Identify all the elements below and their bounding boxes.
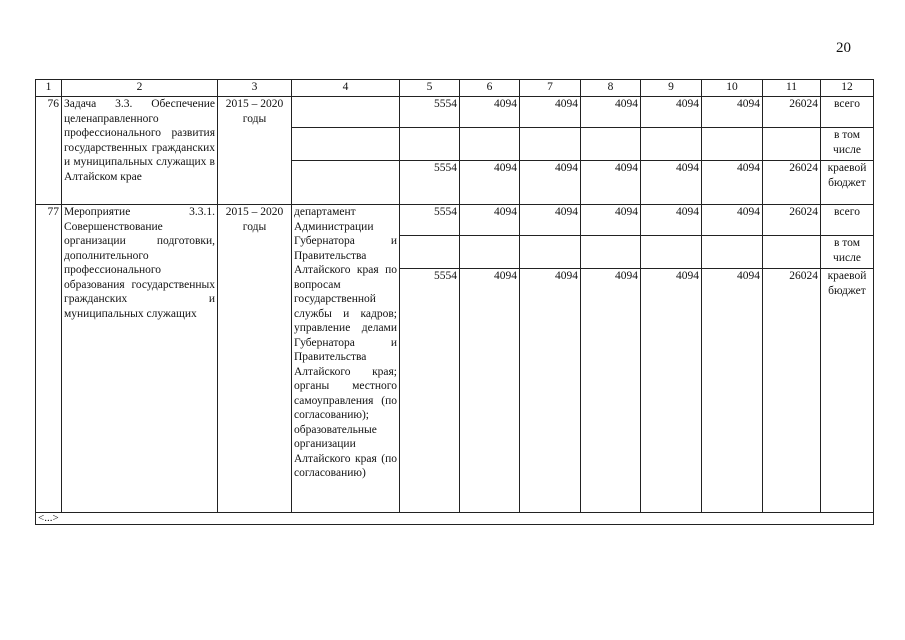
column-header: 3: [218, 80, 292, 97]
funding-source: в том числе: [821, 236, 874, 269]
value-cell: 4094: [581, 269, 641, 513]
column-header: 2: [62, 80, 218, 97]
column-header: 7: [520, 80, 581, 97]
column-header: 8: [581, 80, 641, 97]
value-cell: [641, 128, 702, 161]
value-cell: 4094: [581, 97, 641, 128]
column-header: 4: [292, 80, 400, 97]
value-cell: [400, 236, 460, 269]
total-cell: 26024: [763, 97, 821, 128]
value-cell: 4094: [702, 97, 763, 128]
row-executor: [292, 97, 400, 128]
value-cell: 4094: [520, 161, 581, 205]
funding-source: всего: [821, 205, 874, 236]
value-cell: 4094: [460, 205, 520, 236]
budget-table: [35, 79, 874, 525]
value-cell: [460, 236, 520, 269]
page-number: 20: [836, 40, 851, 56]
table-row: [36, 205, 874, 236]
row-period: 2015 – 2020 годы: [218, 97, 292, 205]
value-cell: 4094: [460, 161, 520, 205]
column-header: 5: [400, 80, 460, 97]
total-cell: 26024: [763, 205, 821, 236]
value-cell: 4094: [520, 269, 581, 513]
column-header: 10: [702, 80, 763, 97]
value-cell: [702, 236, 763, 269]
total-cell: 26024: [763, 161, 821, 205]
column-header: 1: [36, 80, 62, 97]
value-cell: 5554: [400, 161, 460, 205]
value-cell: [520, 236, 581, 269]
value-cell: 4094: [460, 269, 520, 513]
column-header: 6: [460, 80, 520, 97]
value-cell: 4094: [641, 269, 702, 513]
value-cell: [520, 128, 581, 161]
total-cell: [763, 128, 821, 161]
value-cell: 5554: [400, 205, 460, 236]
value-cell: 4094: [520, 97, 581, 128]
row-period: 2015 – 2020 годы: [218, 205, 292, 513]
column-header: 11: [763, 80, 821, 97]
value-cell: 4094: [460, 97, 520, 128]
empty-cell: [292, 128, 400, 161]
value-cell: 4094: [702, 205, 763, 236]
value-cell: 4094: [702, 161, 763, 205]
column-header: 9: [641, 80, 702, 97]
empty-cell: [292, 161, 400, 205]
header-row: [36, 80, 874, 97]
ellipsis-marker: <...>: [36, 513, 874, 525]
value-cell: 4094: [520, 205, 581, 236]
value-cell: 4094: [641, 97, 702, 128]
funding-source: всего: [821, 97, 874, 128]
total-cell: [763, 236, 821, 269]
value-cell: 4094: [581, 161, 641, 205]
value-cell: 4094: [641, 161, 702, 205]
value-cell: 4094: [702, 269, 763, 513]
value-cell: [641, 236, 702, 269]
row-name: Задача 3.3. Обеспечение целенаправленного профессионального развития государственных гражданских и муниципальных служащих в Алтайском крае: [62, 97, 218, 205]
table-row: [36, 97, 874, 128]
row-number: 76: [36, 97, 62, 205]
column-header: 12: [821, 80, 874, 97]
value-cell: 4094: [641, 205, 702, 236]
funding-source: краевой бюджет: [821, 269, 874, 513]
funding-source: краевой бюджет: [821, 161, 874, 205]
value-cell: 4094: [581, 205, 641, 236]
value-cell: [460, 128, 520, 161]
row-name: Мероприятие 3.3.1. Совершенствование организации подготовки, дополнительного профессионального образования государственных гражданских и муниципальных служащих: [62, 205, 218, 513]
funding-source: в том числе: [821, 128, 874, 161]
row-number: 77: [36, 205, 62, 513]
value-cell: 5554: [400, 97, 460, 128]
value-cell: 5554: [400, 269, 460, 513]
value-cell: [581, 236, 641, 269]
value-cell: [400, 128, 460, 161]
value-cell: [581, 128, 641, 161]
row-executor: департамент Администрации Губернатора и Правительства Алтайского края по вопросам государственной службы и кадров; управление делами Губернатора и Правительства Алтайского края; органы местного самоуправления (по согласованию); образовательные организации Алтайского края (по согласованию): [292, 205, 400, 513]
total-cell: 26024: [763, 269, 821, 513]
value-cell: [702, 128, 763, 161]
ellipsis-row: [36, 513, 874, 525]
